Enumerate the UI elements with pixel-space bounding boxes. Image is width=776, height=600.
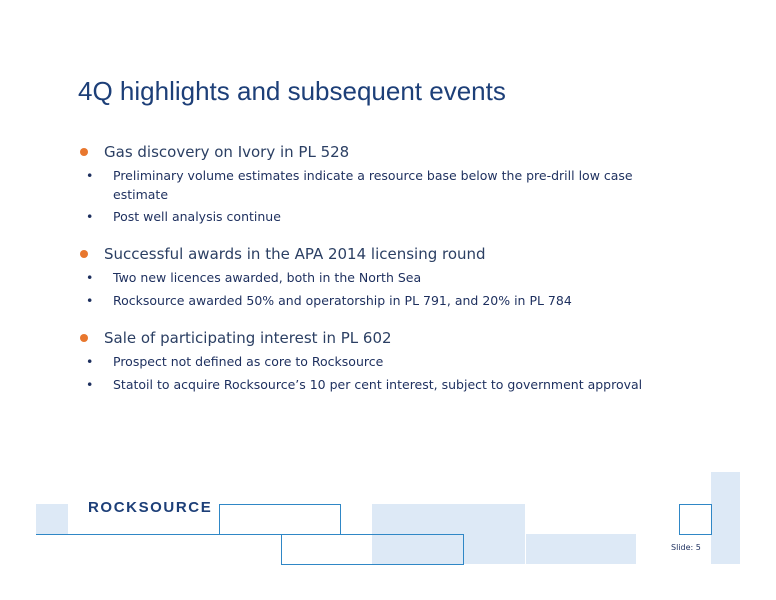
footer-deco-outline: [679, 504, 712, 535]
footer-deco-outline: [219, 504, 341, 535]
bullet-icon: •: [86, 209, 94, 224]
sub-bullet-text: Prospect not defined as core to Rocksource: [113, 354, 384, 369]
footer-deco-block: [36, 504, 68, 534]
section-heading-text: Gas discovery on Ivory in PL 528: [104, 143, 350, 161]
sub-bullet-text: Rocksource awarded 50% and operatorship in PL 791, and 20% in PL 784: [113, 293, 572, 308]
section-heading-text: Successful awards in the APA 2014 licensing round: [104, 245, 486, 263]
sub-bullet-text: Post well analysis continue: [113, 209, 281, 224]
bullet-icon: •: [86, 168, 94, 183]
bullet-icon: •: [86, 377, 94, 392]
bullet-icon: •: [86, 293, 94, 308]
sub-bullet-text: Two new licences awarded, both in the North Sea: [113, 270, 422, 285]
bullet-icon: •: [86, 354, 94, 369]
sub-bullet-text: Preliminary volume estimates indicate a resource base below the pre-drill low case estimate: [113, 168, 633, 202]
footer-deco-block: [711, 472, 740, 564]
footer-deco-block: [526, 534, 636, 564]
orange-dot-icon: [80, 334, 88, 342]
orange-dot-icon: [80, 148, 88, 156]
section-heading-text: Sale of participating interest in PL 602: [104, 329, 392, 347]
orange-dot-icon: [80, 250, 88, 258]
slide-title: 4Q highlights and subsequent events: [78, 76, 506, 106]
company-logo: ROCKSOURCE: [88, 499, 213, 516]
slide-number: Slide: 5: [671, 543, 701, 552]
footer-deco-line: [36, 534, 219, 535]
footer-deco-outline: [281, 534, 464, 565]
bullet-icon: •: [86, 270, 94, 285]
sub-bullet-text: Statoil to acquire Rocksource’s 10 per cent interest, subject to government approval: [113, 377, 643, 392]
